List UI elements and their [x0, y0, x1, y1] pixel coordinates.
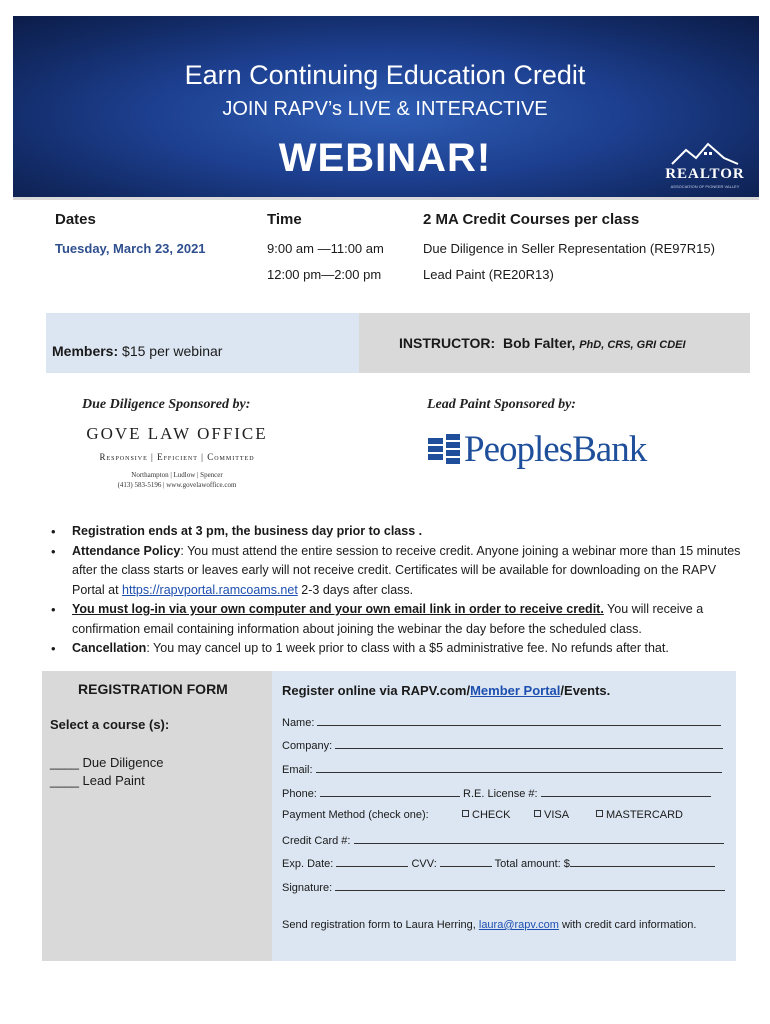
visa-checkbox[interactable]: VISA [534, 809, 569, 821]
time-slot-2: 12:00 pm—2:00 pm [267, 267, 382, 282]
phone-field[interactable]: Phone: R.E. License #: [282, 786, 711, 800]
realtor-logo [660, 140, 750, 192]
time-header: Time [267, 211, 302, 228]
registration-form-panel [42, 671, 272, 961]
dates-header: Dates [55, 211, 96, 228]
time-slot-1: 9:00 am —11:00 am [267, 241, 384, 256]
option-lead-paint[interactable]: ____ Lead Paint [50, 773, 145, 788]
email-link[interactable]: laura@rapv.com [478, 919, 559, 931]
credit-card-field[interactable]: Credit Card #: [282, 833, 724, 847]
house-icon [668, 140, 742, 166]
instructor-box [359, 313, 750, 373]
payment-method: Payment Method (check one): [282, 809, 429, 821]
list-item: • Registration ends at 3 pm, the business day prior to class . [50, 522, 750, 542]
course-2: Lead Paint (RE20R13) [423, 267, 554, 282]
email-field[interactable]: Email: [282, 762, 722, 776]
dd-sponsor-label: Due Diligence Sponsored by: [82, 397, 251, 412]
bank-mark-icon [428, 432, 462, 466]
courses-header: 2 MA Credit Courses per class [423, 211, 640, 228]
form-title: REGISTRATION FORM [78, 681, 228, 697]
banner-subtitle: JOIN RAPV’s LIVE & INTERACTIVE [222, 98, 548, 120]
list-item: • You must log-in via your own computer and your own email link in order to receive credit. You will receive a confirmation email containing information about joining the webinar the day before the scheduled class. [50, 600, 750, 639]
portal-link[interactable]: https://rapvportal.ramcoams.net [122, 582, 298, 597]
online-register: Register online via RAPV.com/Member Portal/Events. [282, 683, 611, 698]
mastercard-checkbox[interactable]: MASTERCARD [596, 809, 683, 821]
list-item: • Cancellation: You may cancel up to 1 week prior to class with a $5 administrative fee. No refunds after that. [50, 639, 750, 659]
instructor-name: INSTRUCTOR: Bob Falter, PhD, CRS, GRI CDEI [399, 335, 686, 351]
policy-list [50, 522, 750, 659]
banner-title: Earn Continuing Education Credit [184, 60, 586, 90]
realtor-wordmark: REALTOR [665, 166, 745, 182]
members-price-box [46, 313, 359, 373]
cvv-label: CVV: [411, 858, 437, 870]
company-field[interactable]: Company: [282, 738, 723, 752]
banner-headline: WEBINAR! [278, 136, 492, 180]
name-field[interactable]: Name: [282, 715, 721, 729]
class-date: Tuesday, March 23, 2021 [55, 241, 206, 256]
send-instructions: Send registration form to Laura Herring, laura@rapv.com with credit card information. [282, 919, 697, 931]
option-due-diligence[interactable]: ____ Due Diligence [50, 755, 164, 770]
list-item: • Attendance Policy: You must attend the entire session to receive credit. Anyone joining a webinar more than 15 minutes after the class starts or leaves early will not receive credit. Certificates will be available for downloading on the RAPV Portal at https://rapvportal.ramcoams.net 2-3 days after class. [50, 542, 750, 601]
lp-sponsor-label: Lead Paint Sponsored by: [427, 397, 576, 412]
total-label: Total amount: $ [494, 858, 570, 870]
gove-law-logo: GOVE LAW OFFICE Responsive | Efficient | Committed Northampton | Ludlow | Spencer (413) 583-5196 | www.govelawoffice.com [86, 424, 268, 489]
license-label: R.E. License #: [463, 788, 538, 800]
check-checkbox[interactable]: CHECK [462, 809, 511, 821]
registration-fields-panel [272, 671, 736, 961]
signature-field[interactable]: Signature: [282, 880, 725, 894]
members-price: Members: $15 per webinar [52, 343, 223, 359]
realtor-subtitle: ASSOCIATION OF PIONEER VALLEY [670, 184, 740, 189]
member-portal-link[interactable]: Member Portal [470, 683, 561, 698]
course-select-label: Select a course (s): [50, 717, 170, 732]
exp-date-field[interactable]: Exp. Date: CVV: Total amount: $ [282, 856, 715, 870]
course-1: Due Diligence in Seller Representation (RE97R15) [423, 241, 715, 256]
